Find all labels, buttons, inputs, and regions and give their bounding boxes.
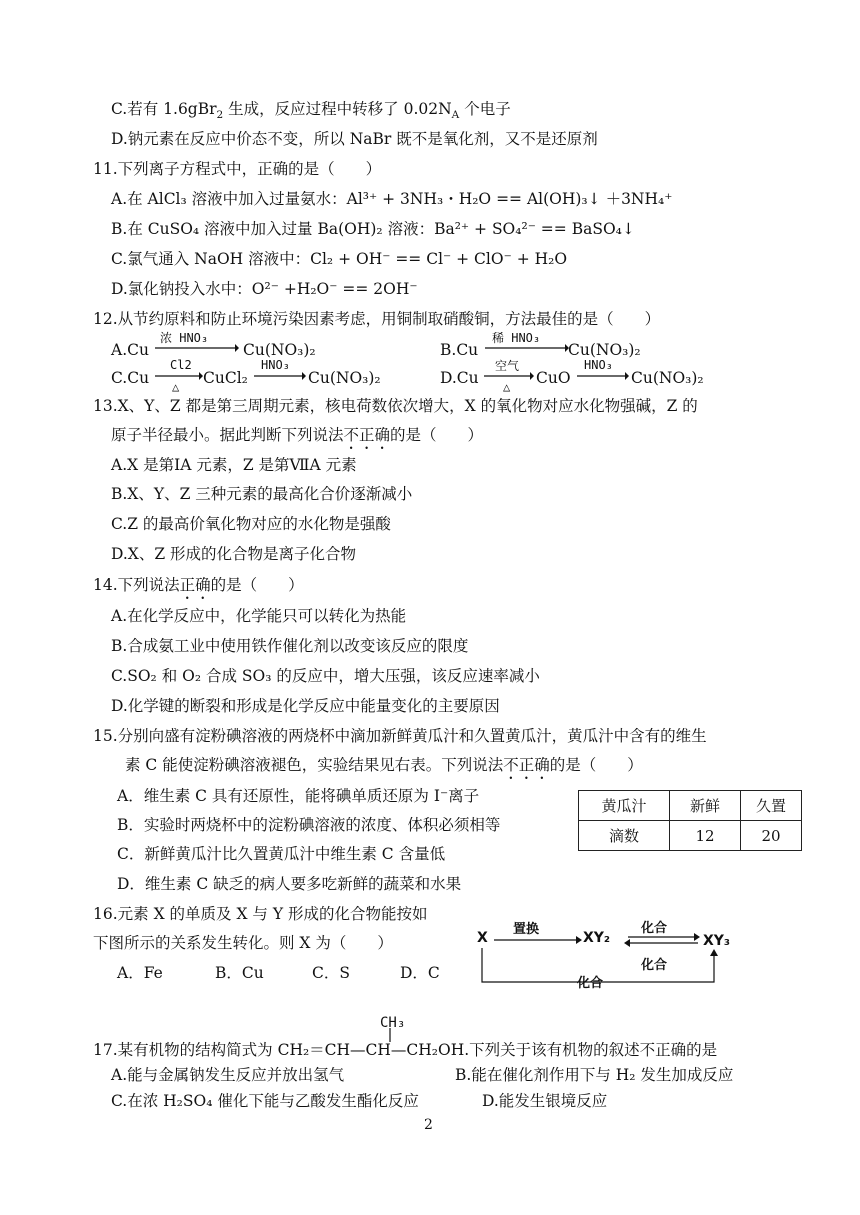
q11-option-b: B.在 CuSO₄ 溶液中加入过量 Ba(OH)₂ 溶液：Ba²⁺ + SO₄²⁻ == BaSO₄↓ bbox=[111, 220, 635, 238]
diagram-label-combine-bottom: 化合 bbox=[577, 976, 604, 991]
q15-option-a: A．维生素 C 具有还原性，能将碘单质还原为 I⁻离子 bbox=[117, 787, 480, 805]
q14-emphasis: 正确 bbox=[179, 576, 211, 594]
q12-d-arrow1-label: 空气 bbox=[495, 359, 520, 373]
q16-option-a: A．Fe bbox=[117, 964, 163, 982]
table-cell: 20 bbox=[741, 821, 802, 851]
q12-d-arrow2-label: HNO₃ bbox=[584, 358, 613, 372]
q14-stem: 14.下列说法正确的是（ ） bbox=[93, 576, 304, 594]
diagram-node-xy3: XY₃ bbox=[703, 933, 731, 949]
q12-c-start: C.Cu bbox=[111, 369, 150, 387]
q10-option-c: C.若有 1.6gBr$_2$ 生成，反应过程中转移了 $0.02N_A$ 个电子 bbox=[111, 100, 511, 122]
q12-a-end: Cu(NO₃)₂ bbox=[243, 341, 316, 359]
diagram-node-xy2: XY₂ bbox=[583, 930, 611, 946]
q12-c-arrow2 bbox=[254, 371, 306, 381]
q14-option-b: B.合成氨工业中使用铁作催化剂以改变该反应的限度 bbox=[111, 637, 469, 655]
q17-option-b: B.能在催化剂作用下与 H₂ 发生加成反应 bbox=[455, 1066, 734, 1084]
q17-option-c: C.在浓 H₂SO₄ 催化下能与乙酸发生酯化反应 bbox=[111, 1092, 419, 1110]
q12-b-end: Cu(NO₃)₂ bbox=[568, 341, 641, 359]
q12-d-start: D.Cu bbox=[440, 369, 479, 387]
q12-a-arrow bbox=[155, 343, 239, 353]
q10-option-d: D.钠元素在反应中价态不变，所以 NaBr 既不是氧化剂，又不是还原剂 bbox=[111, 130, 598, 148]
q13-option-d: D.X、Z 形成的化合物是离子化合物 bbox=[111, 545, 357, 563]
q11-option-a: A.在 AlCl₃ 溶液中加入过量氨水：Al³⁺ + 3NH₃・H₂O == Al(OH)₃↓ ＋3NH₄⁺ bbox=[111, 190, 673, 208]
diagram-node-x: X bbox=[477, 930, 488, 946]
q12-stem: 12.从节约原料和防止环境污染因素考虑，用铜制取硝酸铜，方法最佳的是（ ） bbox=[93, 310, 661, 328]
q11-option-c: C.氯气通入 NaOH 溶液中：Cl₂ + OH⁻ == Cl⁻ + ClO⁻ + H₂O bbox=[111, 250, 568, 268]
q15-stem-line1: 15.分别向盛有淀粉碘溶液的两烧杯中滴加新鲜黄瓜汁和久置黄瓜汁，黄瓜汁中含有的维生 bbox=[93, 727, 707, 745]
q12-b-arrow-label: 稀 HNO₃ bbox=[492, 331, 541, 345]
q12-c-heat-symbol: △ bbox=[172, 380, 180, 394]
q14-option-c: C.SO₂ 和 O₂ 合成 SO₃ 的反应中，增大压强，该反应速率减小 bbox=[111, 667, 540, 685]
diagram-label-displacement: 置换 bbox=[513, 922, 540, 937]
table-header-cell: 黄瓜汁 bbox=[579, 791, 670, 821]
table-cell: 12 bbox=[670, 821, 741, 851]
q12-a-start: A.Cu bbox=[111, 341, 149, 359]
q12-d-heat-symbol: △ bbox=[503, 380, 511, 394]
q12-a-arrow-label: 浓 HNO₃ bbox=[160, 331, 209, 345]
diagram-arrows bbox=[470, 920, 730, 990]
q15-result-table bbox=[578, 790, 802, 851]
q13-option-a: A.X 是第ⅠA 元素，Z 是第ⅦA 元素 bbox=[111, 456, 357, 474]
q17-option-a: A.能与金属钠发生反应并放出氢气 bbox=[111, 1066, 345, 1084]
table-header-cell: 新鲜 bbox=[670, 791, 741, 821]
q17-stem: 17.某有机物的结构简式为 CH₂＝CH—CH—CH₂OH.下列关于该有机物的叙述不正确的是 bbox=[93, 1041, 718, 1059]
q17-methyl-group: CH₃ bbox=[380, 1015, 406, 1031]
q16-option-b: B．Cu bbox=[215, 964, 264, 982]
q13-stem-line1: 13.X、Y、Z 都是第三周期元素，核电荷数依次增大，X 的氧化物对应水化物强碱，Z 的 bbox=[93, 397, 698, 415]
q12-c-arrow2-label: HNO₃ bbox=[261, 358, 290, 372]
q13-stem-line2: 原子半径最小。据此判断下列说法不正确的是（ ） bbox=[111, 426, 484, 444]
q12-c-arrow1-label: Cl2 bbox=[170, 358, 192, 372]
table-row bbox=[579, 821, 802, 851]
q17-option-d: D.能发生银境反应 bbox=[482, 1092, 608, 1110]
q16-option-d: D．C bbox=[400, 964, 440, 982]
q11-option-d: D.氯化钠投入水中：O²⁻ +H₂O⁻ == 2OH⁻ bbox=[111, 280, 418, 298]
q14-option-a: A.在化学反应中，化学能只可以转化为热能 bbox=[111, 607, 407, 625]
q15-option-c: C．新鲜黄瓜汁比久置黄瓜汁中维生素 C 含量低 bbox=[117, 845, 446, 863]
q16-stem-line2: 下图所示的关系发生转化。则 X 为（ ） bbox=[93, 934, 393, 952]
q15-option-b: B．实验时两烧杯中的淀粉碘溶液的浓度、体积必须相等 bbox=[117, 816, 501, 834]
q16-stem-line1: 16.元素 X 的单质及 X 与 Y 形成的化合物能按如 bbox=[93, 905, 428, 923]
diagram-label-combine-top: 化合 bbox=[641, 921, 668, 936]
q12-d-mid: CuO bbox=[536, 369, 571, 387]
q13-emphasis: 不正确 bbox=[343, 426, 391, 444]
q13-option-c: C.Z 的最高价氧化物对应的水化物是强酸 bbox=[111, 515, 391, 533]
q14-option-d: D.化学键的断裂和形成是化学反应中能量变化的主要原因 bbox=[111, 697, 500, 715]
q12-b-arrow bbox=[485, 343, 569, 353]
q15-option-d: D．维生素 C 缺乏的病人要多吃新鲜的蔬菜和水果 bbox=[117, 875, 462, 893]
page-number: 2 bbox=[424, 1117, 433, 1133]
q15-emphasis: 不正确 bbox=[503, 756, 550, 774]
table-row bbox=[579, 791, 802, 821]
q12-d-arrow2 bbox=[577, 371, 629, 381]
table-header-cell: 久置 bbox=[741, 791, 802, 821]
q13-option-b: B.X、Y、Z 三种元素的最高化合价逐渐减小 bbox=[111, 485, 413, 503]
q12-b-start: B.Cu bbox=[440, 341, 479, 359]
q11-stem: 11.下列离子方程式中，正确的是（ ） bbox=[93, 160, 382, 178]
q12-c-end: Cu(NO₃)₂ bbox=[308, 369, 381, 387]
q15-stem-line2: 素 C 能使淀粉碘溶液褪色，实验结果见右表。下列说法不正确的是（ ） bbox=[125, 756, 643, 774]
q16-option-c: C．S bbox=[312, 964, 350, 982]
q12-c-mid: CuCl₂ bbox=[203, 369, 248, 387]
table-cell: 滴数 bbox=[579, 821, 670, 851]
q12-d-end: Cu(NO₃)₂ bbox=[631, 369, 704, 387]
diagram-label-combine-mid: 化合 bbox=[641, 958, 668, 973]
